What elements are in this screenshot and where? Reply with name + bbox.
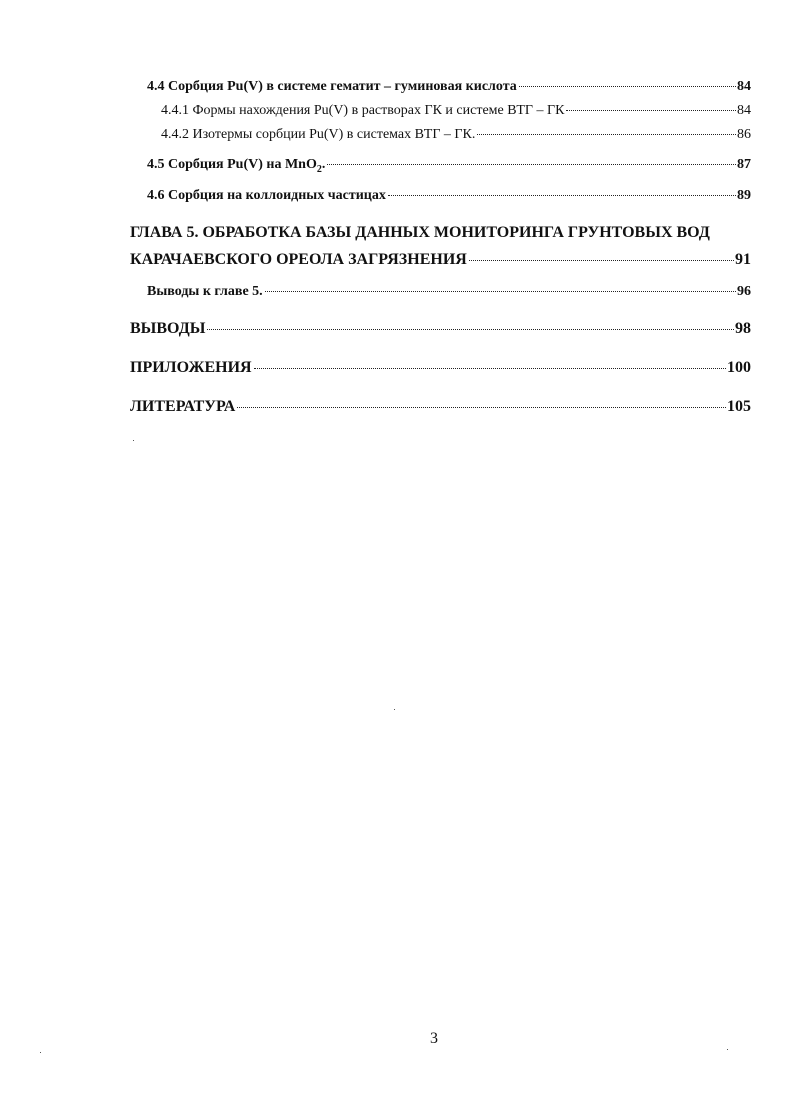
toc-entry-literature[interactable] xyxy=(130,399,751,415)
toc-entry-page: 87 xyxy=(737,157,751,172)
toc-entry-page: 98 xyxy=(735,320,751,337)
toc-entry-page: 105 xyxy=(727,398,751,415)
toc-entry-appendices[interactable] xyxy=(130,360,751,376)
page-number: 3 xyxy=(430,1030,438,1047)
toc-entry-4-4-2[interactable] xyxy=(161,128,751,142)
toc-entry-page: 96 xyxy=(737,284,751,299)
toc-entry-title: ВЫВОДЫ xyxy=(130,320,206,337)
dot-leader xyxy=(519,86,736,87)
toc-entry-title: ПРИЛОЖЕНИЯ xyxy=(130,359,252,376)
toc-entry-title: 4.4.2 Изотермы сорбции Pu(V) в системах ВТГ – ГК. xyxy=(161,127,476,142)
toc-entry-page: 86 xyxy=(737,127,751,142)
toc-entry-title-line1: ГЛАВА 5. ОБРАБОТКА БАЗЫ ДАННЫХ МОНИТОРИНГА ГРУНТОВЫХ ВОД xyxy=(130,224,710,241)
toc-entry-4-5[interactable] xyxy=(147,158,751,175)
toc-entry-4-4[interactable] xyxy=(147,80,751,94)
dot-leader xyxy=(237,407,726,408)
toc-entry-page: 89 xyxy=(737,188,751,203)
toc-entry-4-4-1[interactable] xyxy=(161,104,751,118)
toc-entry-title: 4.6 Сорбция на коллоидных частицах xyxy=(147,188,386,203)
dot-leader xyxy=(327,164,736,165)
scan-speck xyxy=(394,709,395,710)
toc-entry-chapter-5-conclusions[interactable] xyxy=(147,285,751,299)
toc-entry-conclusions[interactable] xyxy=(130,321,751,337)
scan-speck xyxy=(727,1049,728,1050)
toc-entry-title: 4.5 Сорбция Pu(V) на MnO$_2$. xyxy=(147,157,326,175)
dot-leader xyxy=(265,291,736,292)
toc-entry-page: 84 xyxy=(737,79,751,94)
toc-entry-page: 91 xyxy=(735,251,751,268)
toc-entry-title-line2: КАРАЧАЕВСКОГО ОРЕОЛА ЗАГРЯЗНЕНИЯ xyxy=(130,251,467,268)
toc-entry-title: ЛИТЕРАТУРА xyxy=(130,398,236,415)
toc-entry-title: 4.4 Сорбция Pu(V) в системе гематит – гуминовая кислота xyxy=(147,79,517,94)
toc-entry-chapter-5-line2 xyxy=(130,252,751,268)
toc-entry-page: 84 xyxy=(737,103,751,118)
dot-leader xyxy=(388,195,736,196)
dot-leader xyxy=(477,134,736,135)
dot-leader xyxy=(207,329,734,330)
dot-leader xyxy=(254,368,726,369)
scan-speck xyxy=(133,440,134,441)
dot-leader xyxy=(469,260,734,261)
scan-speck xyxy=(40,1052,41,1053)
toc-entry-4-6[interactable] xyxy=(147,189,751,203)
dot-leader xyxy=(566,110,736,111)
toc-entry-title: 4.4.1 Формы нахождения Pu(V) в растворах ГК и системе ВТГ – ГК xyxy=(161,103,565,118)
toc-entry-title: Выводы к главе 5. xyxy=(147,284,263,299)
toc-entry-page: 100 xyxy=(727,359,751,376)
